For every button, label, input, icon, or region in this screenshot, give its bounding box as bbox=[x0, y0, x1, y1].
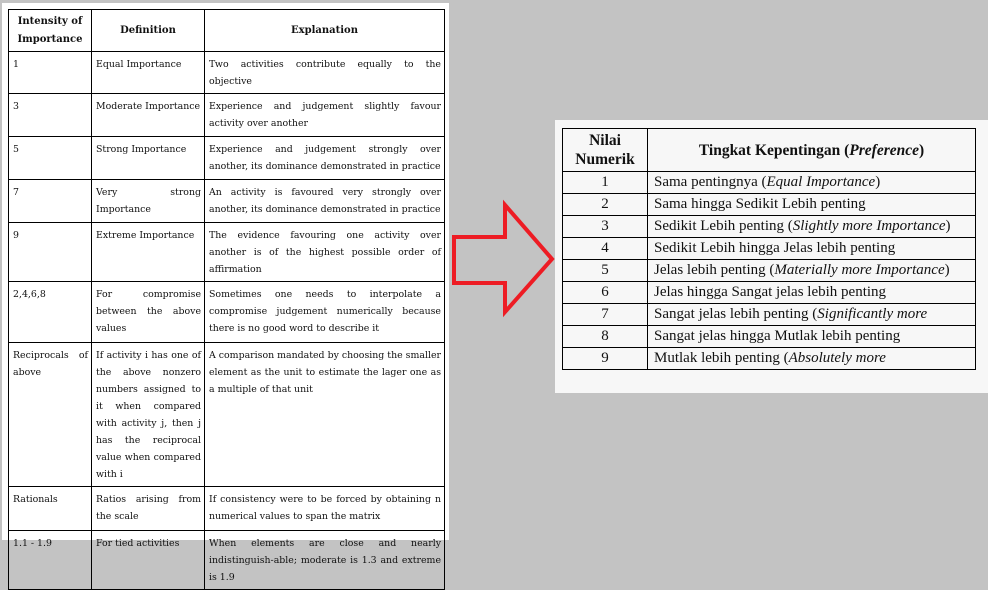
cell-intensity: 3 bbox=[9, 94, 92, 137]
table-row bbox=[563, 304, 976, 326]
cell-preference: Mutlak lebih penting (Absolutely more bbox=[648, 348, 976, 370]
table-row bbox=[563, 260, 976, 282]
cell-definition: Moderate Importance bbox=[92, 94, 205, 137]
cell-value: 3 bbox=[563, 216, 648, 238]
cell-preference: Sedikit Lebih hingga Jelas lebih penting bbox=[648, 238, 976, 260]
cell-value: 1 bbox=[563, 172, 648, 194]
table-row bbox=[563, 194, 976, 216]
right-panel-ahp-scale-indonesian bbox=[555, 120, 988, 393]
ahp-scale-table-indonesian bbox=[562, 128, 976, 370]
cell-intensity: 5 bbox=[9, 137, 92, 180]
table-header-row bbox=[9, 10, 445, 52]
table-row bbox=[563, 172, 976, 194]
table-row bbox=[9, 137, 445, 180]
cell-definition: Strong Importance bbox=[92, 137, 205, 180]
cell-intensity: 1.1 - 1.9 bbox=[9, 531, 92, 590]
cell-preference: Sangat jelas hingga Mutlak lebih penting bbox=[648, 326, 976, 348]
cell-explanation: When elements are close and nearly indistinguish-able; moderate is 1.3 and extreme is 1.9 bbox=[205, 531, 445, 590]
cell-value: 8 bbox=[563, 326, 648, 348]
cell-explanation: Sometimes one needs to interpolate a compromise judgement numerically because there is no good word to describe it bbox=[205, 282, 445, 343]
cell-value: 4 bbox=[563, 238, 648, 260]
cell-value: 9 bbox=[563, 348, 648, 370]
table-header-row bbox=[563, 129, 976, 172]
table-row bbox=[9, 487, 445, 531]
cell-explanation: Two activities contribute equally to the objective bbox=[205, 52, 445, 94]
right-arrow-outline-icon bbox=[450, 192, 560, 322]
left-panel-ahp-scale-english bbox=[2, 3, 449, 583]
table-row bbox=[9, 282, 445, 343]
cell-intensity: 1 bbox=[9, 52, 92, 94]
table-row bbox=[563, 238, 976, 260]
cell-preference: Sama pentingnya (Equal Importance) bbox=[648, 172, 976, 194]
cell-explanation: Experience and judgement slightly favour activity over another bbox=[205, 94, 445, 137]
table-row bbox=[9, 343, 445, 487]
cell-preference: Jelas hingga Sangat jelas lebih penting bbox=[648, 282, 976, 304]
cell-explanation: An activity is favoured very strongly over another, its dominance demonstrated in practice bbox=[205, 180, 445, 223]
table-row bbox=[9, 94, 445, 137]
ahp-scale-table-english bbox=[8, 9, 445, 590]
cell-value: 2 bbox=[563, 194, 648, 216]
cell-value: 7 bbox=[563, 304, 648, 326]
header-intensity: Intensity of Importance bbox=[9, 10, 92, 52]
header-definition: Definition bbox=[92, 10, 205, 52]
cell-definition: If activity i has one of the above nonzero numbers assigned to it when compared with activity j, then j has the reciprocal value when compared with i bbox=[92, 343, 205, 487]
cell-definition: For compromise between the above values bbox=[92, 282, 205, 343]
cell-preference: Sangat jelas lebih penting (Significantly more bbox=[648, 304, 976, 326]
cell-preference: Sedikit Lebih penting (Slightly more Importance) bbox=[648, 216, 976, 238]
cell-explanation: If consistency were to be forced by obtaining n numerical values to span the matrix bbox=[205, 487, 445, 531]
table-row bbox=[563, 326, 976, 348]
table-row bbox=[9, 223, 445, 282]
cell-intensity: Reciprocals of above bbox=[9, 343, 92, 487]
header-tingkat-kepentingan: Tingkat Kepentingan (Preference) bbox=[648, 129, 976, 172]
cell-value: 5 bbox=[563, 260, 648, 282]
cell-value: 6 bbox=[563, 282, 648, 304]
header-nilai-numerik: Nilai Numerik bbox=[563, 129, 648, 172]
cell-definition: For tied activities bbox=[92, 531, 205, 590]
cell-intensity: 7 bbox=[9, 180, 92, 223]
cell-explanation: Experience and judgement strongly over another, its dominance demonstrated in practice bbox=[205, 137, 445, 180]
table-row bbox=[9, 52, 445, 94]
table-row bbox=[563, 282, 976, 304]
cell-preference: Jelas lebih penting (Materially more Importance) bbox=[648, 260, 976, 282]
table-row bbox=[563, 216, 976, 238]
header-explanation: Explanation bbox=[205, 10, 445, 52]
cell-definition: Ratios arising from the scale bbox=[92, 487, 205, 531]
table-row bbox=[9, 180, 445, 223]
cell-explanation: The evidence favouring one activity over another is of the highest possible order of affirmation bbox=[205, 223, 445, 282]
cell-definition: Very strong Importance bbox=[92, 180, 205, 223]
table-row bbox=[563, 348, 976, 370]
cell-explanation: A comparison mandated by choosing the smaller element as the unit to estimate the lager one as a multiple of that unit bbox=[205, 343, 445, 487]
cell-definition: Equal Importance bbox=[92, 52, 205, 94]
cell-intensity: 9 bbox=[9, 223, 92, 282]
cell-preference: Sama hingga Sedikit Lebih penting bbox=[648, 194, 976, 216]
cell-intensity: 2,4,6,8 bbox=[9, 282, 92, 343]
table-row bbox=[9, 531, 445, 590]
cell-intensity: Rationals bbox=[9, 487, 92, 531]
cell-definition: Extreme Importance bbox=[92, 223, 205, 282]
